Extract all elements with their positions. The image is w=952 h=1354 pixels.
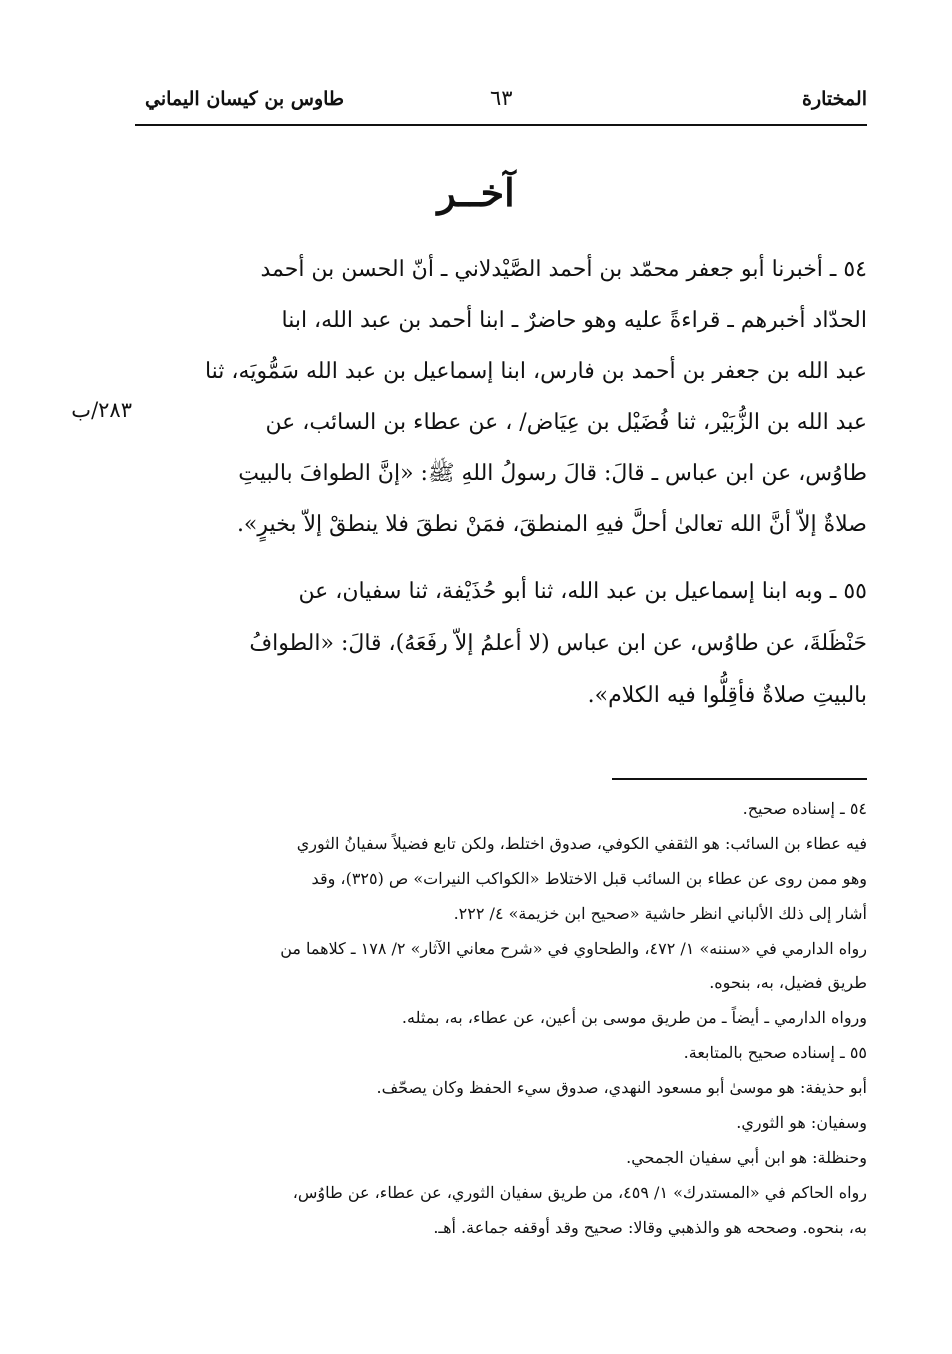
footnote-54-line-5: طريق فضيل، به، بنحوه.: [709, 973, 867, 992]
footnote-54-line-4: رواه الدارمي في «سننه» ١/ ٤٧٢، والطحاوي في «شرح معاني الآثار» ٢/ ١٧٨ ـ كلاهما من: [280, 939, 867, 958]
hadith-54-line-4: عبد الله بن الزُّبَيْر، ثنا فُضَيْل بن عِيَاض/ ، عن عطاء بن السائب، عن: [265, 410, 867, 435]
footnote-separator: [612, 778, 867, 780]
footnote-55-line-3: وحنظلة: هو ابن أبي سفيان الجمحي.: [626, 1148, 867, 1167]
footnote-55-line-2: وسفيان: هو الثوري.: [736, 1113, 867, 1132]
footnote-55-line-5: به، بنحوه. وصححه هو والذهبي وقالا: صحيح وقد أوقفه جماعة. أهـ.: [433, 1218, 867, 1237]
running-title: طاوس بن كيسان اليماني: [145, 88, 345, 110]
footnote-54-heading: ٥٤ ـ إسناده صحيح.: [742, 799, 867, 818]
footnote-54-line-1: فيه عطاء بن السائب: هو الثقفي الكوفي، صدوق اختلط، ولكن تابع فضيلاً سفيانُ الثوري: [296, 834, 867, 853]
book-title: المختارة: [802, 88, 867, 110]
footnote-55-line-1: أبو حذيفة: هو موسىٰ أبو مسعود النهدي، صدوق سيء الحفظ وكان يصحّف.: [376, 1078, 867, 1097]
hadith-55-line-3: بالبيتِ صلاةٌ فأقِلُّوا فيه الكلام».: [587, 683, 867, 708]
header-rule: [135, 124, 867, 126]
hadith-55-line-2: حَنْظَلةَ، عن طاوُس، عن ابن عباس (لا أعلمُ إلاّ رفَعَهُ)، قالَ: «الطوافُ: [249, 631, 867, 656]
hadith-54-line-3: عبد الله بن جعفر بن أحمد بن فارس، ابنا إسماعيل بن عبد الله سَمُّويَه، ثنا: [204, 359, 867, 384]
hadith-54-line-1: ٥٤ ـ أخبرنا أبو جعفر محمّد بن أحمد الصَّيْدلاني ـ أنّ الحسن بن أحمد: [260, 257, 867, 282]
hadith-54-line-2: الحدّاد أخبرهم ـ قراءةً عليه وهو حاضرٌ ـ ابنا أحمد بن عبد الله، ابنا: [281, 308, 867, 333]
footnote-55-heading: ٥٥ ـ إسناده صحيح بالمتابعة.: [683, 1043, 867, 1062]
hadith-55-line-1: ٥٥ ـ وبه ابنا إسماعيل بن عبد الله، ثنا أبو حُذَيْفة، ثنا سفيان، عن: [298, 579, 867, 604]
footnote-54-line-6: ورواه الدارمي ـ أيضاً ـ من طريق موسى بن أعين، عن عطاء، به، بمثله.: [401, 1008, 867, 1027]
footnote-55-line-4: رواه الحاكم في «المستدرك» ١/ ٤٥٩، من طريق سفيان الثوري، عن عطاء، عن طاوُس،: [292, 1183, 867, 1202]
section-title: آخــر: [437, 170, 515, 215]
footnote-54-line-2: وهو ممن روى عن عطاء بن السائب قبل الاختلاط «الكواكب النيرات» ص (٣٢٥)، وقد: [311, 869, 867, 888]
hadith-54-line-6: صلاةٌ إلاّ أنَّ الله تعالىٰ أحلَّ فيهِ المنطقَ، فمَنْ نطقَ فلا ينطقْ إلاّ بخيرٍ».: [236, 512, 867, 537]
page-header: [135, 86, 867, 124]
footnote-54-line-3: أشار إلى ذلك الألباني انظر حاشية «صحيح ابن خزيمة» ٤/ ٢٢٢.: [453, 904, 867, 923]
page-number: ٦٣: [490, 86, 513, 110]
manuscript-folio-note: ٢٨٣/ب: [71, 398, 132, 422]
hadith-54-line-5: طاوُس، عن ابن عباس ـ قالَ: قالَ رسولُ اللهِ ﷺ: «إنَّ الطوافَ بالبيتِ: [238, 461, 867, 486]
